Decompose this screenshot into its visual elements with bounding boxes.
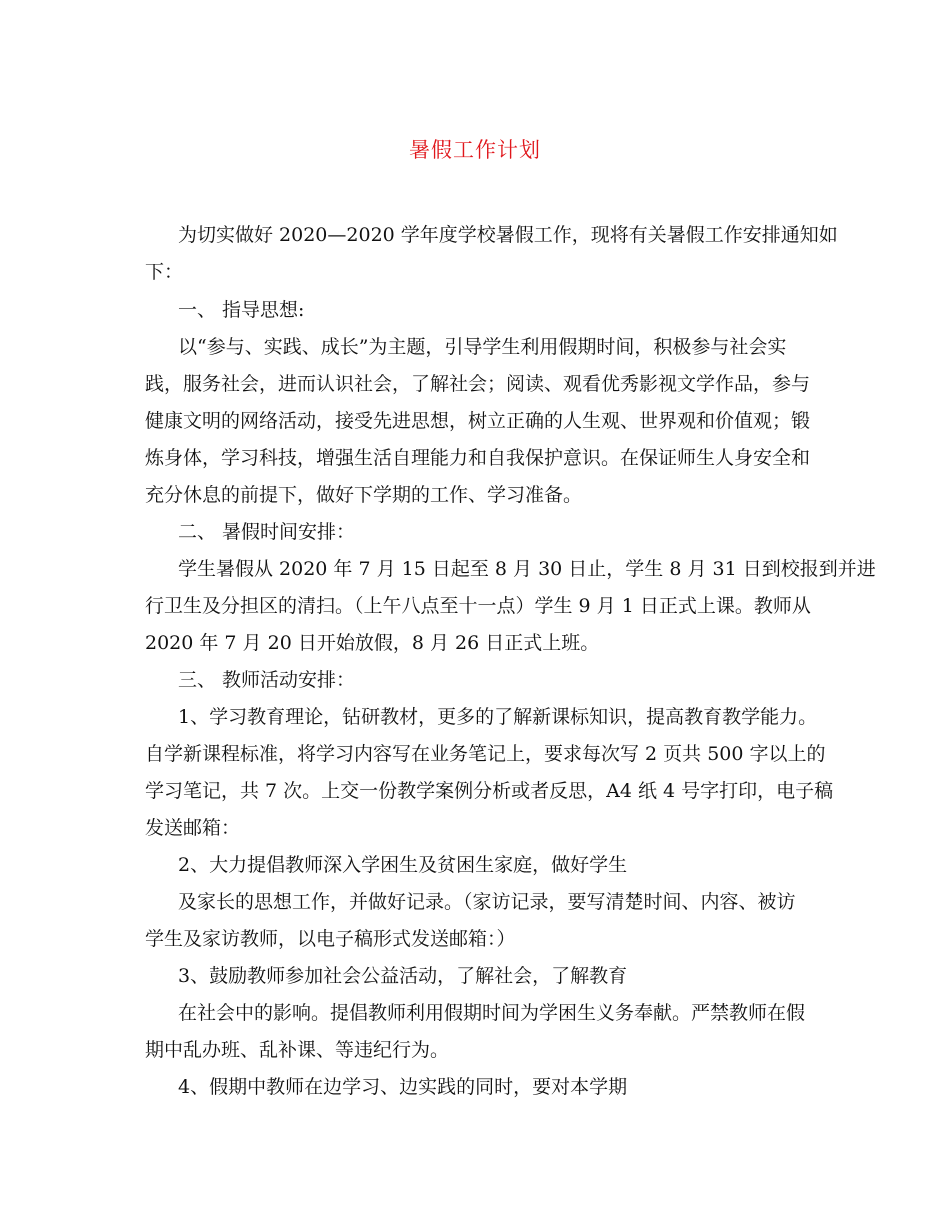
paragraph-line: 以“参与、实践、成长”为主题，引导学生利用假期时间，积极参与社会实	[178, 336, 787, 358]
paragraph-line: 2、大力提倡教师深入学困生及贫困生家庭，做好学生	[178, 854, 628, 876]
paragraph-line: 学生暑假从 2020 年 7 月 15 日起至 8 月 30 日止，学生 8 月 31 日到校报到并进	[178, 558, 876, 580]
paragraph-line: 及家长的思想工作，并做好记录。（家访记录，要写清楚时间、内容、被访	[178, 891, 796, 913]
paragraph-line: 4、假期中教师在边学习、边实践的同时，要对本学期	[178, 1076, 628, 1098]
paragraph-line: 3、鼓励教师参加社会公益活动，了解社会，了解教育	[178, 965, 628, 987]
paragraph-line: 充分休息的前提下，做好下学期的工作、学习准备。	[145, 484, 583, 506]
paragraph-line: 在社会中的影响。提倡教师利用假期时间为学困生义务奉献。严禁教师在假	[178, 1002, 806, 1024]
paragraph-line: 期中乱办班、乱补课、等违纪行为。	[145, 1039, 450, 1061]
section-heading: 三、 教师活动安排：	[178, 669, 356, 691]
paragraph-line: 学生及家访教师，以电子稿形式发送邮箱：）	[145, 928, 516, 950]
paragraph-line: 健康文明的网络活动，接受先进思想，树立正确的人生观、世界观和价值观；锻	[145, 410, 811, 432]
document-title: 暑假工作计划	[409, 138, 541, 162]
paragraph-line: 下：	[145, 261, 184, 283]
paragraph-line: 学习笔记，共 7 次。上交一份教学案例分析或者反思，A4 纸 4 号字打印，电子稿	[145, 780, 834, 802]
paragraph-line: 炼身体，学习科技，增强生活自理能力和自我保护意识。在保证师生人身安全和	[145, 447, 811, 469]
paragraph-line: 1、学习教育理论，钻研教材，更多的了解新课标知识，提高教育教学能力。	[178, 706, 818, 728]
paragraph-line: 2020 年 7 月 20 日开始放假，8 月 26 日正式上班。	[145, 632, 600, 654]
section-heading: 一、 指导思想:	[178, 299, 305, 321]
paragraph-line: 行卫生及分担区的清扫。（上午八点至十一点）学生 9 月 1 日正式上课。教师从	[145, 595, 811, 617]
paragraph-line: 为切实做好 2020—2020 学年度学校暑假工作，现将有关暑假工作安排通知如	[178, 224, 838, 246]
paragraph-line: 自学新课程标准，将学习内容写在业务笔记上，要求每次写 2 页共 500 字以上的	[145, 743, 826, 765]
paragraph-line: 发送邮箱：	[145, 817, 241, 839]
section-heading: 二、 暑假时间安排：	[178, 521, 356, 543]
paragraph-line: 践，服务社会，进而认识社会，了解社会；阅读、观看优秀影视文学作品，参与	[145, 373, 811, 395]
